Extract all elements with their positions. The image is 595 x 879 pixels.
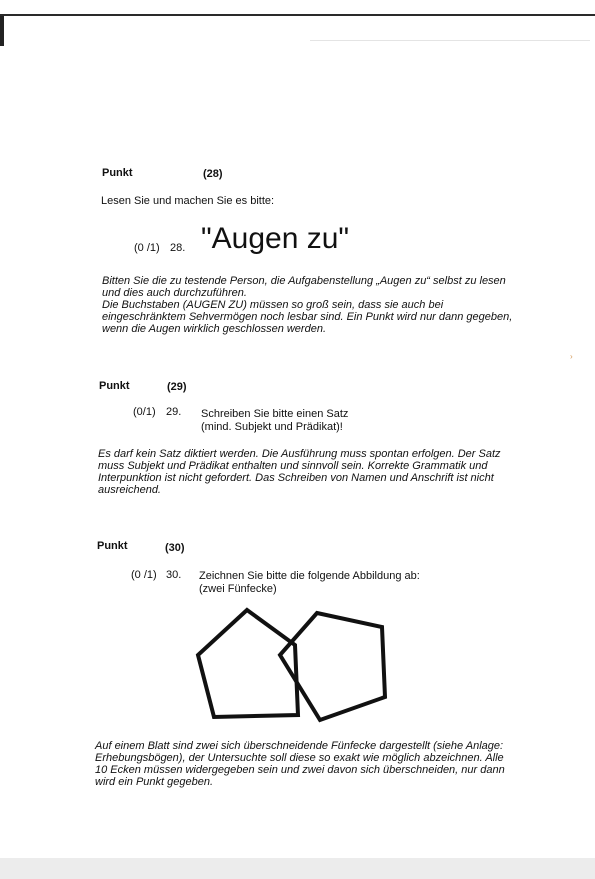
section-29-number: (29) (167, 381, 187, 393)
task-line: (zwei Fünfecke) (199, 583, 277, 595)
stray-mark: › (570, 352, 573, 361)
section-29-label: Punkt (99, 380, 130, 392)
task-line: (mind. Subjekt und Prädikat)! (201, 421, 343, 433)
note-line: Erhebungsbögen), der Untersuchte soll diese so exakt wie möglich abzeichnen. Alle (95, 752, 504, 764)
section-29-task (201, 408, 348, 434)
note-line: und dies auch durchzuführen. (102, 287, 247, 299)
section-30-score: (0 /1) (131, 569, 157, 581)
section-29-note (98, 448, 563, 496)
section-30-note (95, 740, 565, 788)
section-28-item: 28. (170, 242, 186, 254)
note-line: ausreichend. (98, 484, 161, 496)
section-28-label: Punkt (102, 167, 133, 179)
section-28-instruction: Lesen Sie und machen Sie es bitte: (101, 195, 275, 207)
note-line: eingeschränktem Sehvermögen noch lesbar sind. Ein Punkt wird nur dann gegeben, (102, 311, 513, 323)
intersecting-pentagons-figure (190, 605, 400, 730)
note-line: muss Subjekt und Prädikat enthalten und sinnvoll sein. Korrekte Grammatik und (98, 460, 488, 472)
augen-zu-text: "Augen zu" (201, 222, 350, 255)
note-line: wenn die Augen wirklich geschlossen werden. (102, 323, 326, 335)
task-line: Zeichnen Sie bitte die folgende Abbildung ab: (199, 570, 420, 582)
task-line: Schreiben Sie bitte einen Satz (201, 408, 349, 420)
section-30-item: 30. (166, 569, 182, 581)
section-30-label: Punkt (97, 540, 128, 552)
note-line: 10 Ecken müssen widergegeben sein und zwei davon sich überschneiden, nur dann (95, 764, 505, 776)
note-line: Die Buchstaben (AUGEN ZU) müssen so groß sein, dass sie auch bei (102, 299, 444, 311)
note-line: Bitten Sie die zu testende Person, die Aufgabenstellung „Augen zu“ selbst zu lesen (102, 275, 506, 287)
note-line: Es darf kein Satz diktiert werden. Die Ausführung muss spontan erfolgen. Der Satz (98, 448, 501, 460)
section-30-task (199, 570, 420, 596)
scan-top-edge (0, 14, 595, 20)
scan-corner-mark (0, 16, 4, 46)
note-line: Auf einem Blatt sind zwei sich überschneidende Fünfecke dargestellt (siehe Anlage: (95, 740, 504, 752)
faint-scan-line (310, 40, 590, 41)
section-28-note (102, 275, 562, 335)
note-line: wird ein Punkt gegeben. (95, 776, 214, 788)
section-29-item: 29. (166, 406, 182, 418)
note-line: Interpunktion ist nicht gefordert. Das Schreiben von Namen und Anschrift ist nicht (98, 472, 494, 484)
scan-bottom-edge (0, 858, 595, 879)
section-28-score: (0 /1) (134, 242, 160, 254)
section-28-number: (28) (203, 168, 223, 180)
section-29-score: (0/1) (133, 406, 156, 418)
section-30-number: (30) (165, 542, 185, 554)
